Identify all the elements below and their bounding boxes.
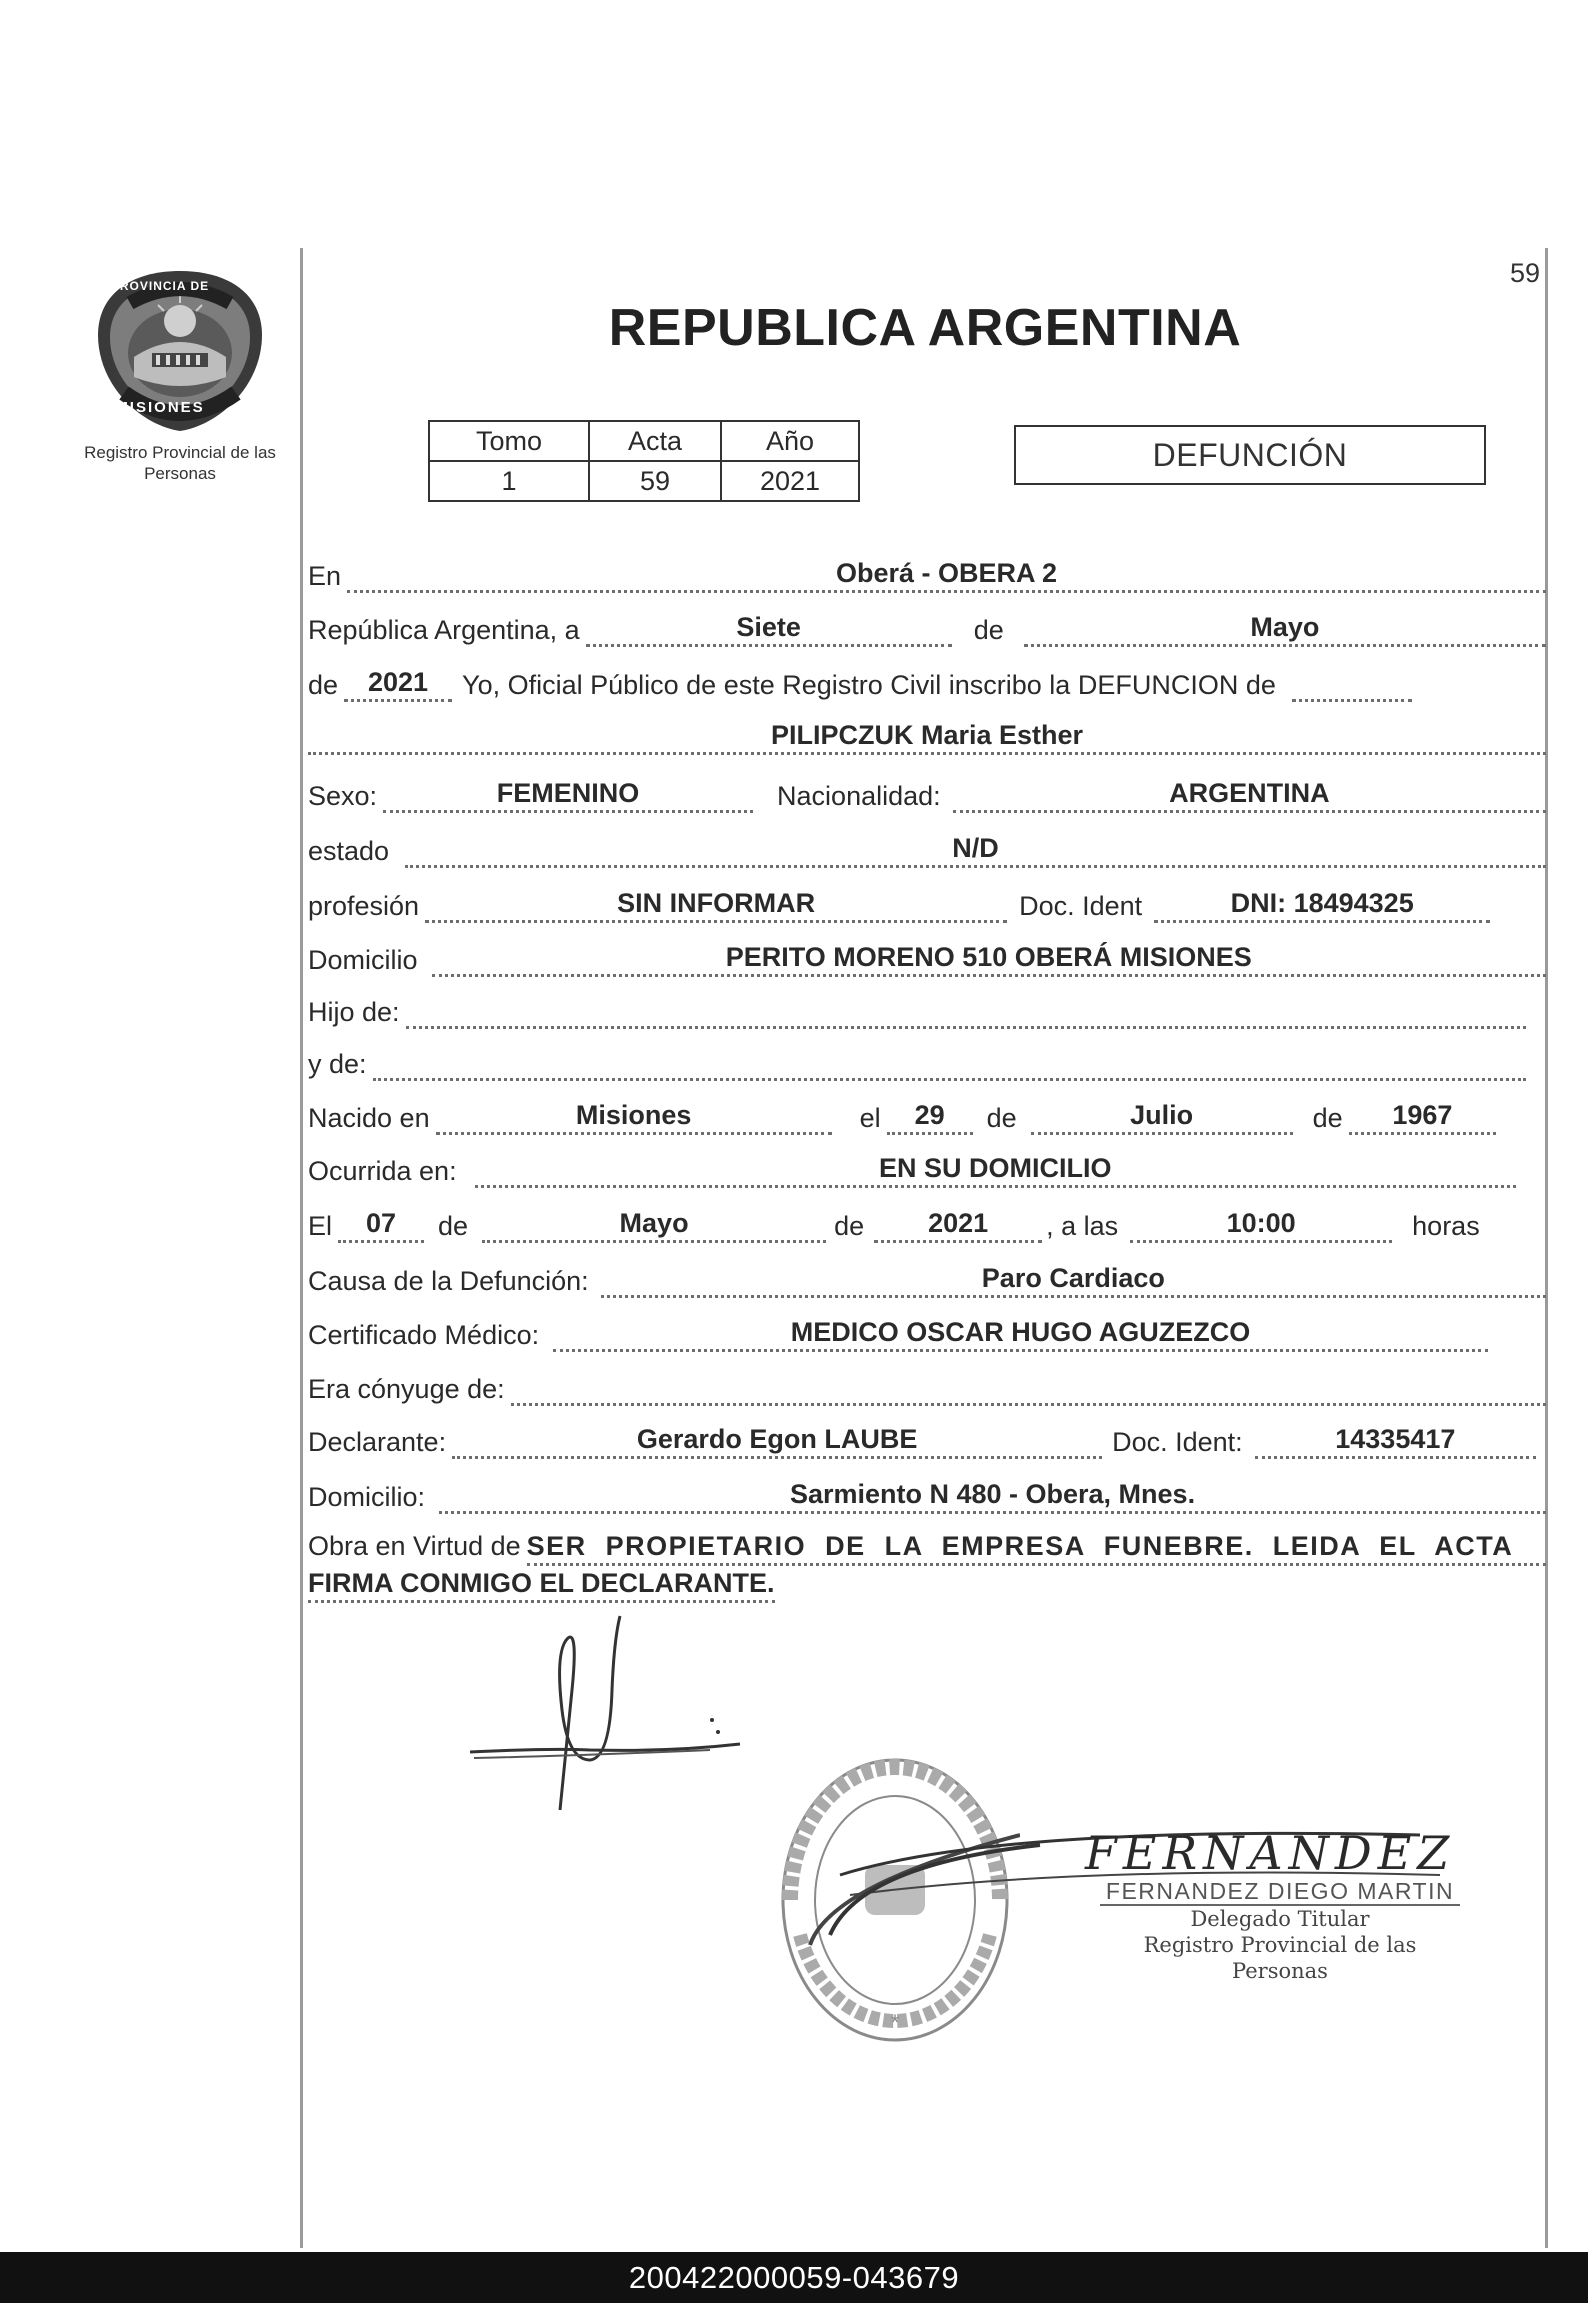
- field-declarante-doc: 14335417: [1255, 1422, 1536, 1459]
- field-hijo-de: [406, 1026, 1526, 1029]
- field-causa: Paro Cardiaco: [601, 1261, 1546, 1298]
- registry-table-header: [429, 421, 859, 461]
- header-acta: Acta: [589, 421, 721, 461]
- field-nacionalidad: ARGENTINA: [953, 776, 1546, 813]
- label-sexo: Sexo:: [308, 781, 378, 811]
- row-conyuge: [308, 1366, 1546, 1406]
- row-hijo-de: [308, 989, 1526, 1029]
- label-certificado: Certificado Médico:: [308, 1320, 540, 1350]
- label-republica: República Argentina, a: [308, 615, 580, 645]
- field-def-dia: 07: [338, 1206, 424, 1243]
- label-el-cap: El: [308, 1211, 333, 1241]
- seal-text-top: PROVINCIA DE: [110, 279, 210, 293]
- seal-text-bottom: MISIONES: [115, 399, 205, 416]
- row-sexo: [308, 773, 1546, 813]
- row-declarante: [308, 1419, 1536, 1459]
- left-margin-line: [300, 248, 303, 2248]
- label-nacionalidad: Nacionalidad:: [777, 781, 941, 811]
- row-causa: [308, 1258, 1546, 1298]
- header-tomo: Tomo: [429, 421, 589, 461]
- header-anio: Año: [721, 421, 859, 461]
- label-en: En: [308, 561, 342, 591]
- field-nacido-anio: 1967: [1349, 1098, 1496, 1135]
- row-certificado: [308, 1312, 1488, 1352]
- official-name: FERNANDEZ DIEGO MARTIN: [1100, 1878, 1460, 1906]
- label-declarante: Declarante:: [308, 1427, 447, 1457]
- label-yo-oficial: Yo, Oficial Público de este Registro Civil inscribo la DEFUNCION de: [462, 670, 1276, 700]
- field-inscripcion-blank: [1292, 699, 1412, 702]
- field-declarante-domicilio: Sarmiento N 480 - Obera, Mnes.: [439, 1477, 1546, 1514]
- label-el: el: [859, 1103, 881, 1133]
- field-anio: 2021: [344, 665, 452, 702]
- row-domicilio: [308, 937, 1546, 977]
- field-declarante: Gerardo Egon LAUBE: [452, 1422, 1102, 1459]
- row-y-de: [308, 1041, 1526, 1081]
- footer-code-bar: 200422000059-043679: [0, 2252, 1588, 2303]
- field-nombre: PILIPCZUK Maria Esther: [308, 718, 1546, 755]
- svg-text:*: *: [890, 2010, 900, 2035]
- row-estado: [308, 828, 1546, 868]
- label-nacido-en: Nacido en: [308, 1103, 430, 1133]
- label-domicilio2: Domicilio:: [308, 1482, 426, 1512]
- org-name: Registro Provincial de las Personas: [84, 443, 276, 483]
- label-a-las: , a las: [1046, 1211, 1119, 1241]
- row-inscripcion: [308, 662, 1546, 702]
- row-lugar: [308, 553, 1546, 593]
- label-causa: Causa de la Defunción:: [308, 1266, 589, 1296]
- label-de-anio: de: [308, 670, 339, 700]
- field-mes: Mayo: [1024, 610, 1546, 647]
- field-def-anio: 2021: [874, 1206, 1042, 1243]
- value-anio: 2021: [721, 461, 859, 501]
- field-y-de: [373, 1078, 1526, 1081]
- field-dia: Siete: [586, 610, 952, 647]
- row-profesion: [308, 883, 1546, 923]
- field-certificado: MEDICO OSCAR HUGO AGUZEZCO: [553, 1315, 1488, 1352]
- field-lugar: Oberá - OBERA 2: [347, 556, 1546, 593]
- label-domicilio: Domicilio: [308, 945, 418, 975]
- row-obra: [308, 1529, 1546, 1566]
- row-fecha-defuncion: [308, 1203, 1546, 1243]
- label-profesion: profesión: [308, 891, 420, 921]
- document-type-box: DEFUNCIÓN: [1014, 425, 1486, 485]
- field-conyuge: [511, 1403, 1546, 1406]
- label-de-def-anio: de: [834, 1211, 865, 1241]
- field-profesion: SIN INFORMAR: [425, 886, 1007, 923]
- field-domicilio: PERITO MORENO 510 OBERÁ MISIONES: [432, 940, 1546, 977]
- label-hijo-de: Hijo de:: [308, 997, 400, 1027]
- field-def-hora: 10:00: [1130, 1206, 1392, 1243]
- field-sexo: FEMENINO: [383, 776, 753, 813]
- value-acta: 59: [589, 461, 721, 501]
- label-doc-ident: Doc. Ident: [1019, 891, 1143, 921]
- field-obra-line1: SER PROPIETARIO DE LA EMPRESA FUNEBRE. LEIDA EL ACTA: [527, 1529, 1546, 1566]
- official-signature-text: FERNANDEZ: [1085, 1826, 1456, 1880]
- official-stamp-text: [1100, 1878, 1460, 1984]
- field-nacido-dia: 29: [887, 1098, 973, 1135]
- label-de-nac-anio: de: [1312, 1103, 1343, 1133]
- label-horas: horas: [1412, 1211, 1480, 1241]
- label-de-def-mes: de: [438, 1211, 469, 1241]
- provincial-logo: [70, 265, 290, 440]
- field-nacido-en: Misiones: [436, 1098, 832, 1135]
- page-number: 59: [1509, 258, 1540, 288]
- field-ocurrida-en: EN SU DOMICILIO: [475, 1151, 1516, 1188]
- document-title: REPUBLICA ARGENTINA: [608, 299, 1242, 357]
- field-estado: N/D: [405, 831, 1546, 868]
- label-de: de: [973, 615, 1004, 645]
- label-ocurrida-en: Ocurrida en:: [308, 1156, 457, 1186]
- declarant-signature: [460, 1610, 750, 1820]
- row-domicilio-declarante: [308, 1474, 1546, 1514]
- field-nacido-mes: Julio: [1031, 1098, 1293, 1135]
- registry-table: [428, 420, 860, 502]
- field-obra-line2: FIRMA CONMIGO EL DECLARANTE.: [308, 1566, 775, 1603]
- row-ocurrida-en: [308, 1148, 1516, 1188]
- official-office: Registro Provincial de las Personas: [1143, 1933, 1417, 1983]
- label-obra: Obra en Virtud de: [308, 1531, 521, 1561]
- label-conyuge: Era cónyuge de:: [308, 1374, 505, 1404]
- value-tomo: 1: [429, 461, 589, 501]
- field-def-mes: Mayo: [482, 1206, 826, 1243]
- official-role: Delegado Titular: [1190, 1907, 1370, 1931]
- label-de-nac-mes: de: [986, 1103, 1017, 1133]
- row-nacimiento: [308, 1095, 1496, 1135]
- row-fecha: [308, 607, 1546, 647]
- label-estado: estado: [308, 836, 390, 866]
- label-doc-ident2: Doc. Ident:: [1112, 1427, 1243, 1457]
- label-y-de: y de:: [308, 1049, 367, 1079]
- right-margin-line: [1545, 248, 1548, 2248]
- registry-table-values: [429, 461, 859, 501]
- field-doc-ident: DNI: 18494325: [1154, 886, 1490, 923]
